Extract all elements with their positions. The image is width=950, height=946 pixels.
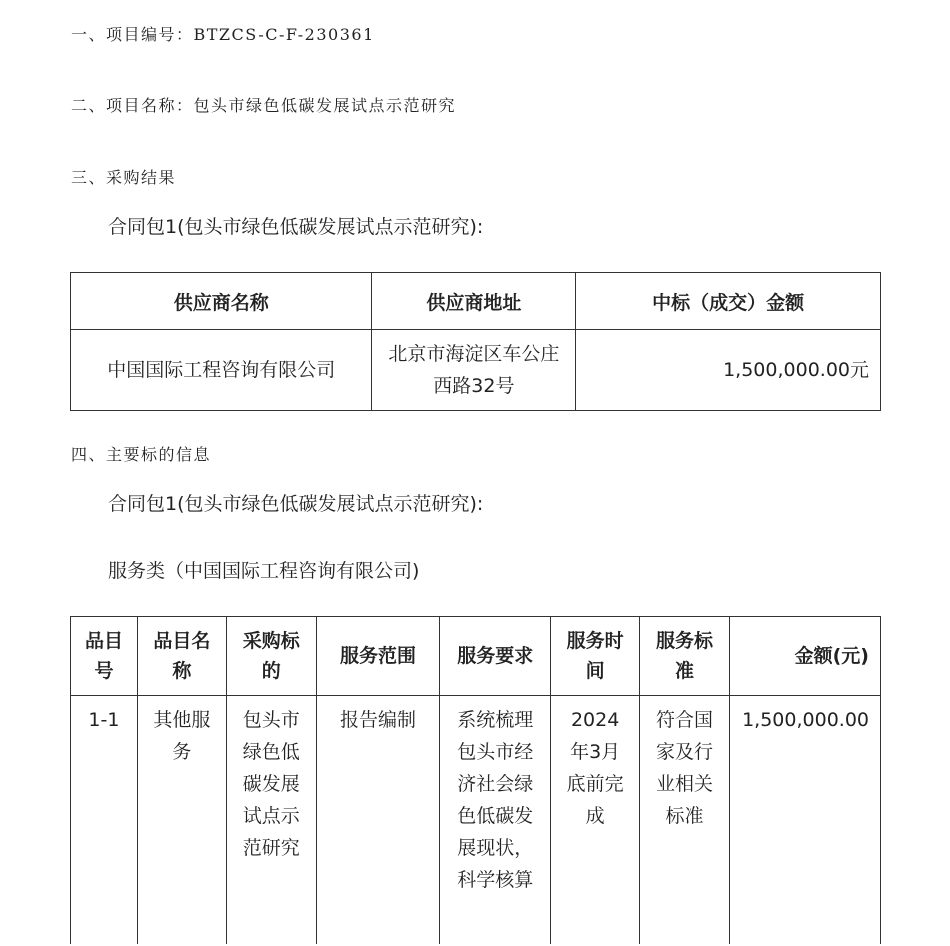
main-info-table [70, 616, 881, 944]
standard-cell [640, 696, 730, 945]
scope-cell: 报告编制 [316, 696, 440, 945]
header-supplier-address: 供应商地址 [372, 273, 576, 330]
header-supplier-name: 供应商名称 [71, 273, 372, 330]
header-subject-text: 采购标的 [242, 630, 300, 682]
header-scope-text: 服务范围 [340, 645, 417, 667]
header-winning-amount: 中标（成交）金额 [576, 273, 881, 330]
header-scope [316, 617, 440, 696]
header-item-name [137, 617, 226, 696]
winning-amount-cell: 1,500,000.00元 [576, 330, 881, 411]
time-text: 2024年3月底前完成 [566, 709, 624, 827]
main-info-heading: 四、主要标的信息 [71, 445, 212, 464]
header-requirement [440, 617, 551, 696]
procurement-result-heading: 三、采购结果 [71, 168, 177, 187]
project-number-line: 一、项目编号：BTZCS-C-F-230361 [71, 25, 375, 44]
time-cell [551, 696, 640, 945]
table-row [71, 330, 881, 411]
header-standard [640, 617, 730, 696]
procurement-result-table [70, 272, 881, 411]
header-amount: 金额(元) [730, 617, 881, 696]
header-subject [226, 617, 316, 696]
standard-text: 符合国家及行业相关标准 [656, 709, 714, 827]
contract-package-label: 合同包1(包头市绿色低碳发展试点示范研究): [108, 216, 484, 238]
project-name-line: 二、项目名称：包头市绿色低碳发展试点示范研究 [71, 96, 457, 115]
service-category-label: 服务类（中国国际工程咨询有限公司) [108, 560, 420, 582]
header-standard-text: 服务标准 [656, 630, 714, 682]
supplier-name-cell: 中国国际工程咨询有限公司 [71, 330, 372, 411]
subject-cell [226, 696, 316, 945]
item-no-cell: 1-1 [71, 696, 138, 945]
supplier-address-cell [372, 330, 576, 411]
item-name-text: 其他服务 [153, 709, 211, 763]
result-table-header-row [71, 273, 881, 330]
subject-text: 包头市绿色低碳发展试点示范研究 [242, 709, 300, 859]
header-time [551, 617, 640, 696]
header-requirement-text: 服务要求 [457, 645, 534, 667]
header-item-name-text: 品目名称 [153, 630, 211, 682]
requirement-cell [440, 696, 551, 945]
amount-cell: 1,500,000.00 [730, 696, 881, 945]
contract-package-label-2: 合同包1(包头市绿色低碳发展试点示范研究): [108, 493, 484, 515]
table-row [71, 696, 881, 945]
header-time-text: 服务时间 [566, 630, 624, 682]
header-item-no-text: 品目号 [84, 630, 123, 682]
supplier-address-text: 北京市海淀区车公庄西路32号 [388, 343, 560, 397]
item-name-cell [137, 696, 226, 945]
detail-table-header-row [71, 617, 881, 696]
header-item-no [71, 617, 138, 696]
requirement-text: 系统梳理包头市经济社会绿色低碳发展现状，科学核算 [457, 709, 534, 891]
